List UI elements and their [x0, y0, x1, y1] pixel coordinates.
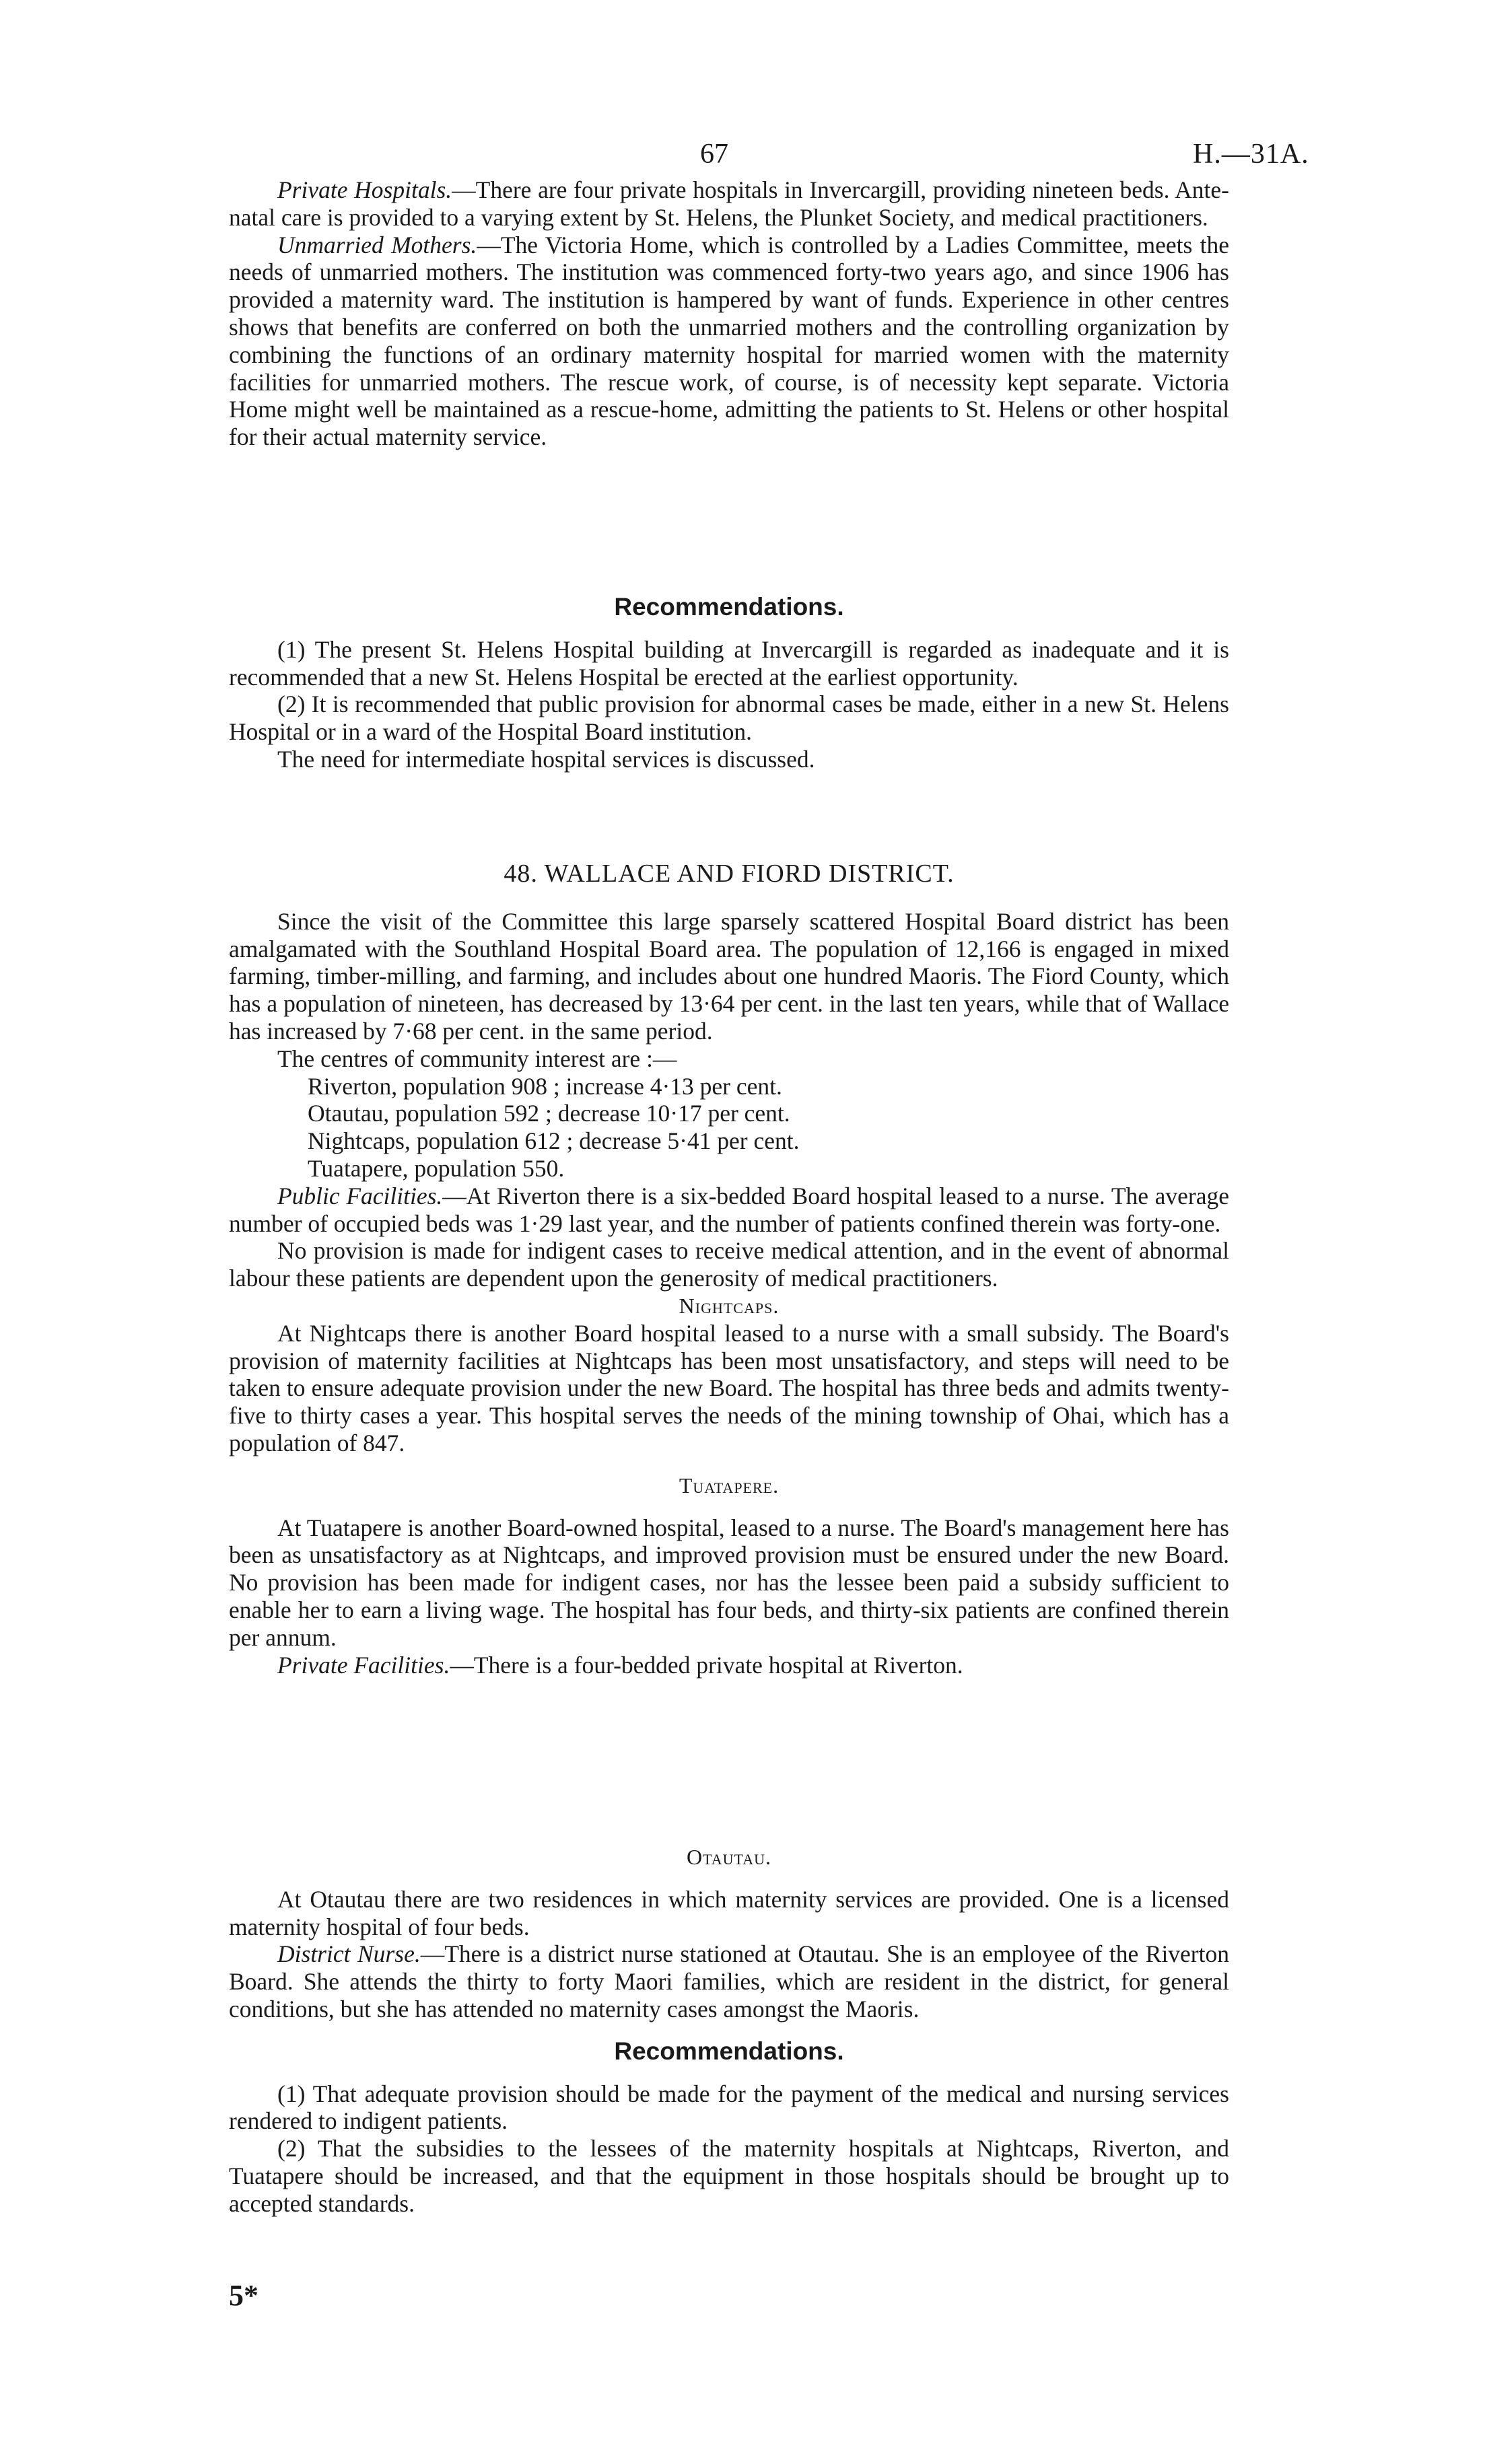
document-reference: H.—31A.	[1193, 139, 1309, 170]
private-facilities-paragraph	[229, 1652, 1229, 1679]
unmarried-mothers-runin: Unmarried Mothers.	[277, 231, 477, 258]
signature-mark: 5*	[229, 2279, 258, 2312]
district-nurse-paragraph	[229, 1940, 1229, 2022]
private-hospitals-text: —There are four private hospitals in Invercargill, providing nineteen beds. Ante-natal care is provided to a varying extent by St. Helens, the Plunket Society, and medical practitioners.	[229, 176, 1229, 231]
district-title: 48. WALLACE AND FIORD DISTRICT.	[504, 859, 955, 888]
section-wallace-fiord	[229, 860, 1229, 1679]
private-hospitals-runin: Private Hospitals.	[277, 176, 452, 203]
centre-item: Otautau, population 592 ; decrease 10·17 per cent.	[308, 1100, 790, 1127]
recommendation-item: (2) That the subsidies to the lessees of the maternity hospitals at Nightcaps, Riverton, and Tuatapere should be increased, and that the equipment in those hospitals should be brought up to accepted standards.	[229, 2135, 1229, 2217]
district-intro-paragraph: Since the visit of the Committee this large sparsely scattered Hospital Board district has been amalgamated with the Southland Hospital Board area. The population of 12,166 is engaged in mixed farming, timber-milling, and farming, and includes about one hundred Maoris. The Fiord County, which has a population of nineteen, has decreased by 13·64 per cent. in the last ten years, while that of Wallace has increased by 7·68 per cent. in the same period.	[229, 907, 1229, 1045]
centre-item: Riverton, population 908 ; increase 4·13 per cent.	[308, 1072, 782, 1100]
section-otautau	[229, 1843, 1229, 2218]
centre-item: Nightcaps, population 612 ; decrease 5·41 per cent.	[308, 1127, 800, 1155]
public-facilities-runin: Public Facilities.	[277, 1182, 443, 1209]
tuatapere-heading: Tuatapere.	[679, 1473, 780, 1498]
recommendation-item: The need for intermediate hospital services is discussed.	[277, 745, 815, 773]
public-facilities-text: —At Riverton there is a six-bedded Board hospital leased to a nurse. The average number of occupied beds was 1·29 last year, and the number of patients confined therein was forty-one.	[229, 1182, 1230, 1237]
unmarried-mothers-paragraph	[229, 232, 1229, 451]
otautau-paragraph: At Otautau there are two residences in which maternity services are provided. One is a licensed maternity hospital of four beds.	[229, 1885, 1229, 1940]
recommendations-heading: Recommendations.	[614, 593, 844, 621]
recommendations-heading: Recommendations.	[614, 2037, 844, 2065]
district-nurse-runin: District Nurse.	[277, 1940, 421, 1968]
centres-intro: The centres of community interest are :—	[277, 1045, 677, 1072]
recommendation-item: (2) It is recommended that public provision for abnormal cases be made, either in a new St. Helens Hospital or in a ward of the Hospital Board institution.	[229, 691, 1229, 746]
recommendation-item: (1) That adequate provision should be made for the payment of the medical and nursing services rendered to indigent patients.	[229, 2080, 1229, 2135]
private-facilities-text: —There is a four-bedded private hospital at Riverton.	[450, 1651, 963, 1679]
nightcaps-paragraph: At Nightcaps there is another Board hospital leased to a nurse with a small subsidy. The Board's provision of maternity facilities at Nightcaps has been most unsatisfactory, and steps will need to be taken to ensure adequate provision under the new Board. The hospital has three beds and admits twenty-five to thirty cases a year. This hospital serves the needs of the mining township of Ohai, which has a population of 847.	[229, 1319, 1229, 1456]
section-invercargill-recommendations	[229, 594, 1229, 773]
tuatapere-paragraph: At Tuatapere is another Board-owned hospital, leased to a nurse. The Board's management here has been as unsatisfactory as at Nightcaps, and improved provision must be ensured under the new Board. No provision has been made for indigent cases, nor has the lessee been paid a subsidy sufficient to enable her to earn a living wage. The hospital has four beds, and thirty-six patients are confined therein per annum.	[229, 1514, 1229, 1651]
section-invercargill-continued	[229, 176, 1229, 451]
recommendation-item: (1) The present St. Helens Hospital building at Invercargill is regarded as inadequate and it is recommended that a new St. Helens Hospital be erected at the earliest opportunity.	[229, 635, 1229, 691]
unmarried-mothers-text: —The Victoria Home, which is controlled by a Ladies Committee, meets the needs of unmarried mothers. The institution was commenced forty-two years ago, and since 1906 has provided a maternity ward. The institution is hampered by want of funds. Experience in other centres shows that benefits are conferred on both the unmarried mothers and the controlling organization by combining the functions of an ordinary maternity hospital for married women with the maternity facilities for unmarried mothers. The rescue work, of course, is of necessity kept separate. Victoria Home might well be maintained as a rescue-home, admitting the patients to St. Helens or other hospital for their actual maternity service.	[229, 231, 1229, 451]
private-hospitals-paragraph	[229, 176, 1229, 232]
otautau-heading: Otautau.	[686, 1845, 771, 1869]
private-facilities-runin: Private Facilities.	[277, 1651, 450, 1679]
public-facilities-paragraph	[229, 1183, 1229, 1238]
centres-list	[229, 1073, 1229, 1183]
no-provision-paragraph: No provision is made for indigent cases to receive medical attention, and in the event of abnormal labour these patients are dependent upon the generosity of medical practitioners.	[229, 1237, 1229, 1292]
centre-item: Tuatapere, population 550.	[308, 1154, 565, 1182]
district-nurse-text: —There is a district nurse stationed at Otautau. She is an employee of the Riverton Board. She attends the thirty to forty Maori families, which are resident in the district, for general conditions, but she has attended no maternity cases amongst the Maoris.	[229, 1940, 1229, 2022]
nightcaps-heading: Nightcaps.	[679, 1293, 780, 1318]
page-number: 67	[700, 139, 728, 170]
